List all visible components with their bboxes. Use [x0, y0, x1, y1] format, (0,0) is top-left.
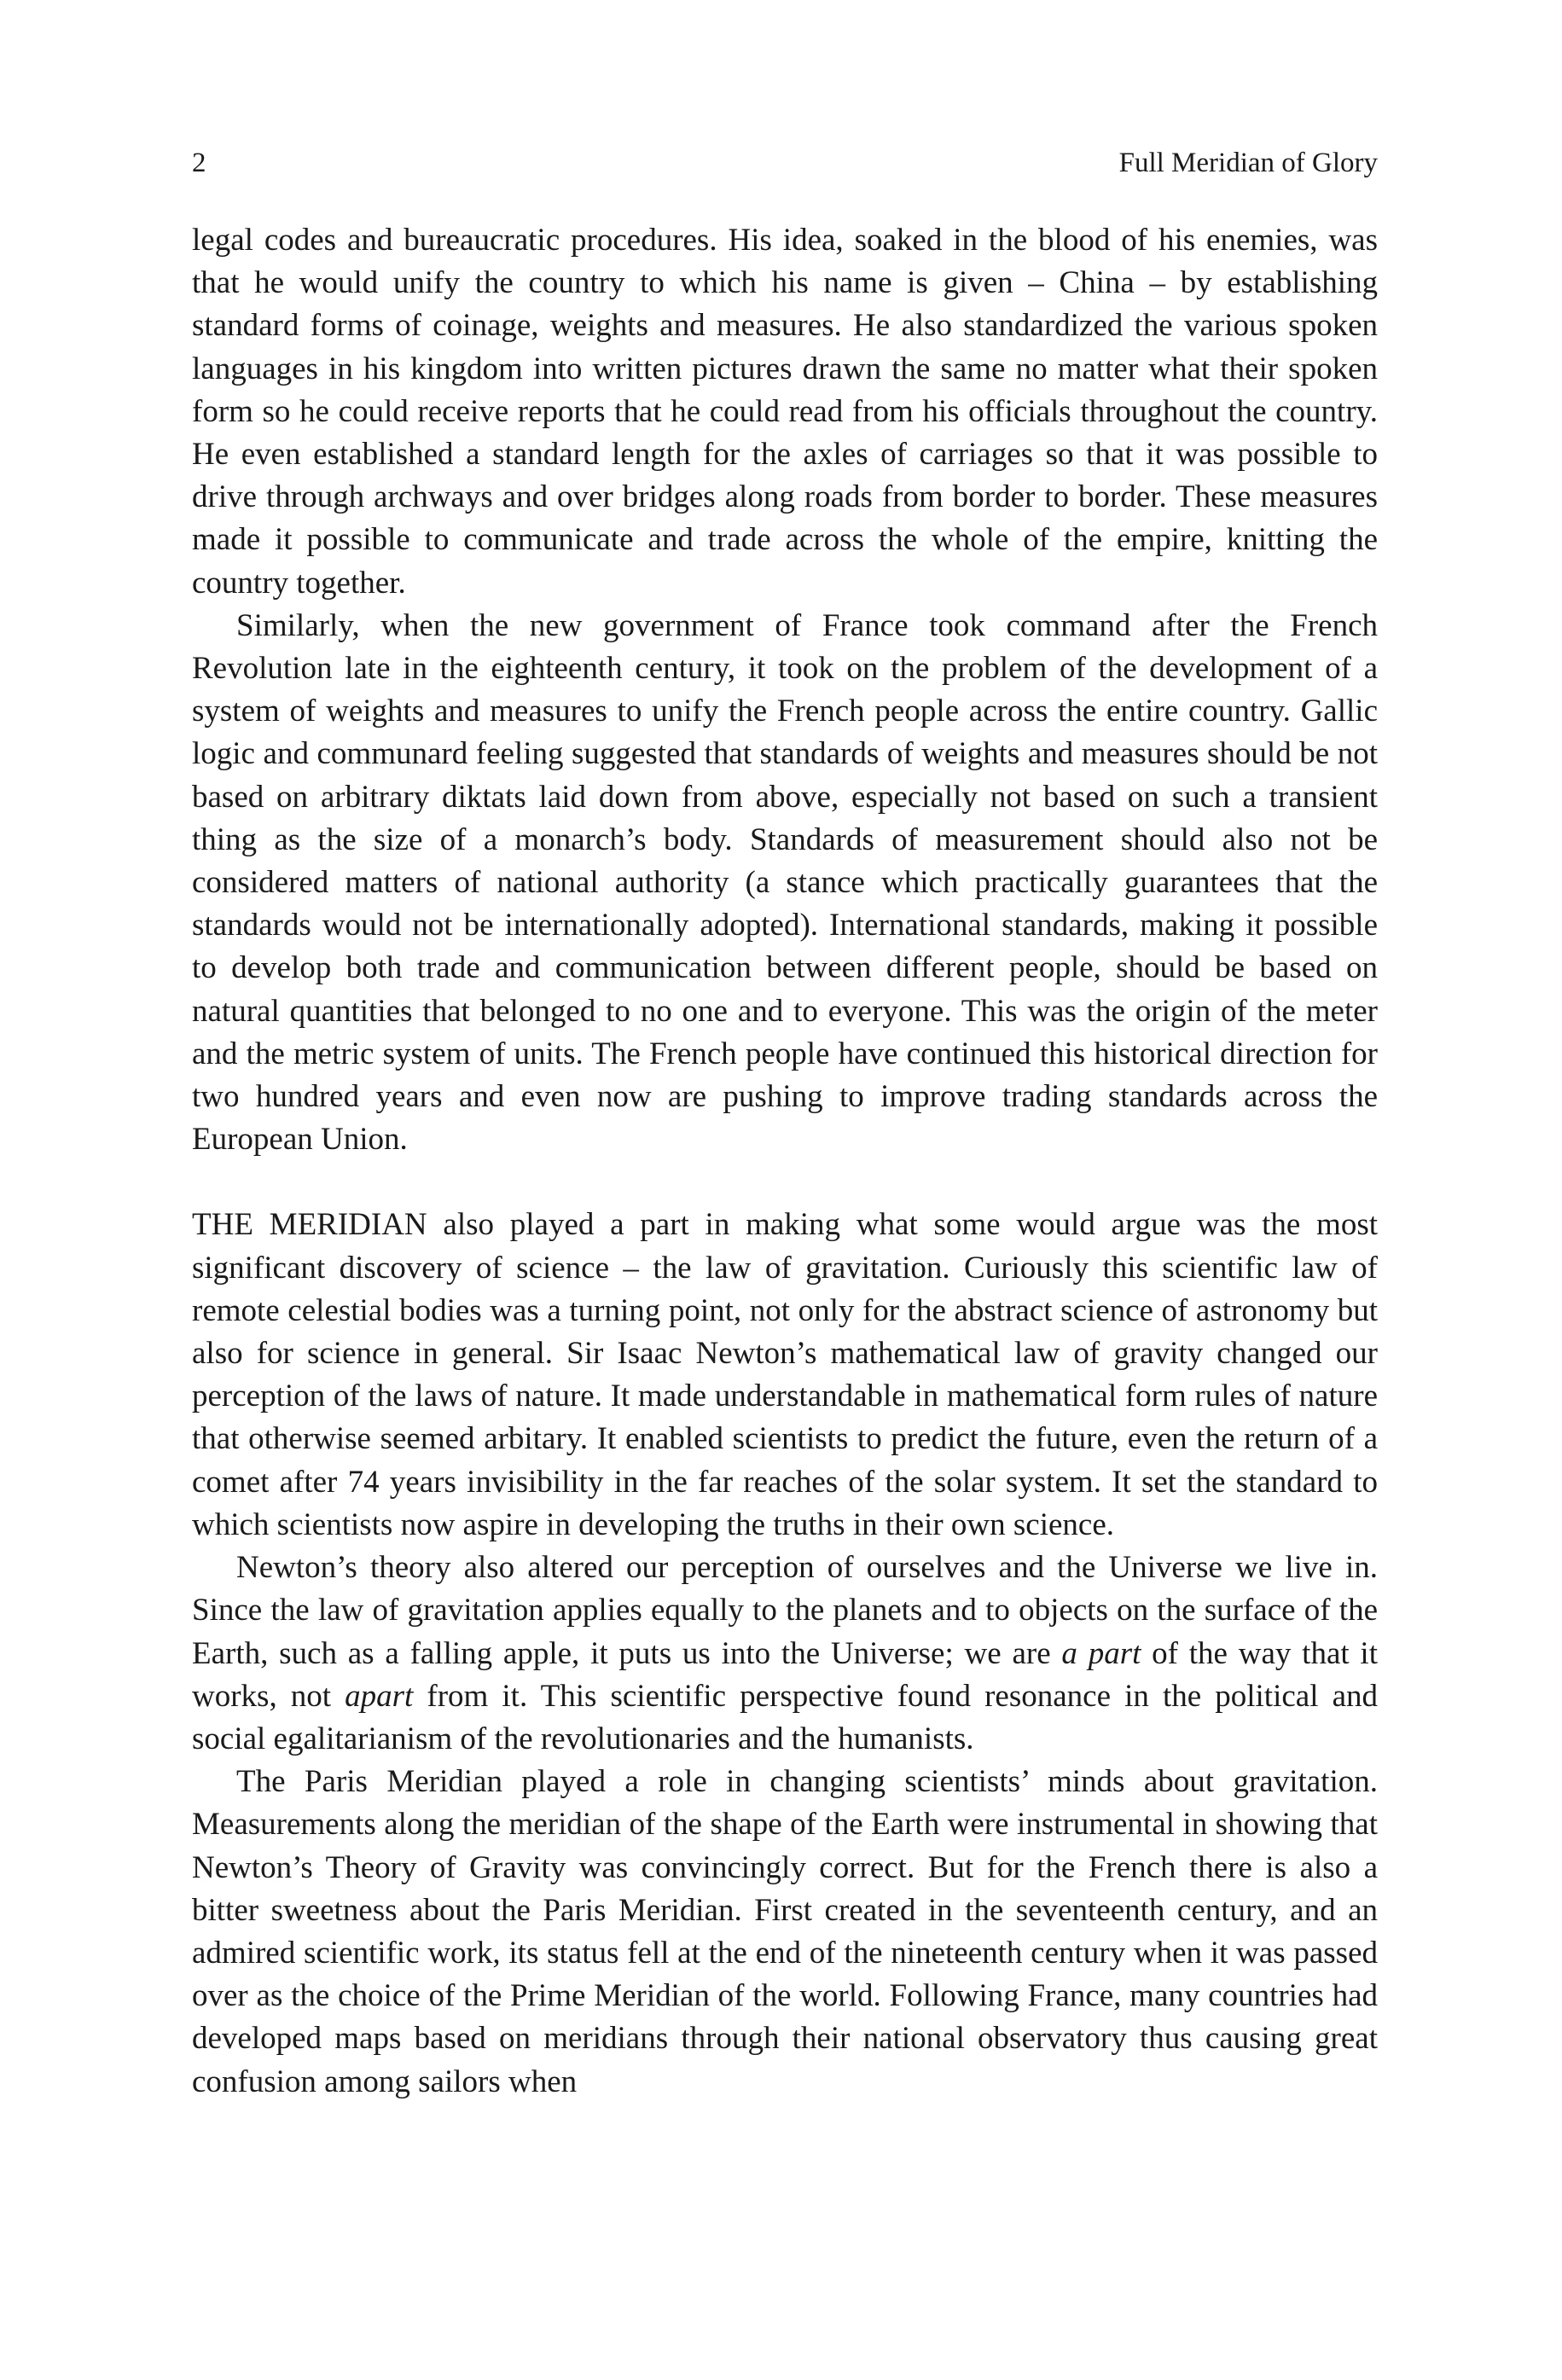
paragraph-meridian-gravitation: THE MERIDIAN also played a part in making what some would argue was the most significant discovery of science – the law of gravitation. Curiously this scientific law of remote celestial bodies was a turning point, not only for the abstract science of astronomy but also for science in general. Sir Isaac Newton’s mathematical law of gravity changed our perception of the laws of nature. It made understandable in mathematical form rules of nature that otherwise seemed arbitary. It enabled scientists to predict the future, even the return of a comet after 74 years invisibility in the far reaches of the solar system. It set the standard to which scientists now aspire in developing the truths in their own science.: [192, 1207, 1378, 1542]
emphasis-a-part: a part: [1061, 1635, 1141, 1671]
text-span: from it. This scientific perspective found resonance in the political and social egalitarianism of the revolutionaries and the humanists.: [192, 1678, 1378, 1756]
emphasis-apart: apart: [345, 1678, 414, 1714]
running-head: [192, 142, 1378, 184]
paragraph-france-weights-measures: Similarly, when the new government of France took command after the French Revolution late in the eighteenth century, it took on the problem of the development of a system of weights and measures to unify the French people across the entire country. Gallic logic and communard feeling suggested that standards of weights and measures should be not based on arbitrary diktats laid down from above, especially not based on such a transient thing as the size of a monarch’s body. Standards of measurement should also not be considered matters of national authority (a stance which practically guarantees that the standards would not be internationally adopted). International standards, making it possible to develop both trade and communication between different people, should be based on natural quantities that belonged to no one and to everyone. This was the origin of the meter and the metric system of units. The French people have continued this historical direction for two hundred years and even now are pushing to improve trading standards across the European Union.: [192, 607, 1378, 1158]
page-number: 2: [192, 148, 206, 178]
paragraph-newton-theory: [192, 1547, 1378, 1761]
running-title: Full Meridian of Glory: [1118, 148, 1378, 178]
paragraph-continuation: legal codes and bureaucratic procedures. His idea, soaked in the blood of his enemies, was that he would unify the country to which his name is given – China – by establishing standard forms of coinage, weights and measures. He also standardized the various spoken languages in his kingdom into written pictures drawn the same no matter what their spoken form so he could receive reports that he could read from his officials throughout the country. He even established a standard length for the axles of carriages so that it was possible to drive through archways and over bridges along roads from border to border. These measures made it possible to communicate and trade across the whole of the empire, knitting the country together.: [192, 223, 1378, 601]
text-span: of the way that it works, not: [192, 1635, 1378, 1714]
text-span: Newton’s theory also altered our perception of ourselves and the Universe we live in. Since the law of gravitation applies equally to the planets and to objects on the surface of the Earth, such as a falling apple, it puts us into the Universe; we are: [192, 1550, 1378, 1671]
paragraph-paris-meridian: The Paris Meridian played a role in changing scientists’ minds about gravitation. Measurements along the meridian of the shape of the Earth were instrumental in showing that Newton’s Theory of Gravity was convincingly correct. But for the French there is also a bitter sweetness about the Paris Meridian. First created in the seventeenth century, and an admired scientific work, its status fell at the end of the nineteenth century when it was passed over as the choice of the Prime Meridian of the world. Following France, many countries had developed maps based on meridians through their national observatory thus causing great confusion among sailors when: [192, 1764, 1378, 2099]
body-text: [192, 219, 1378, 2104]
